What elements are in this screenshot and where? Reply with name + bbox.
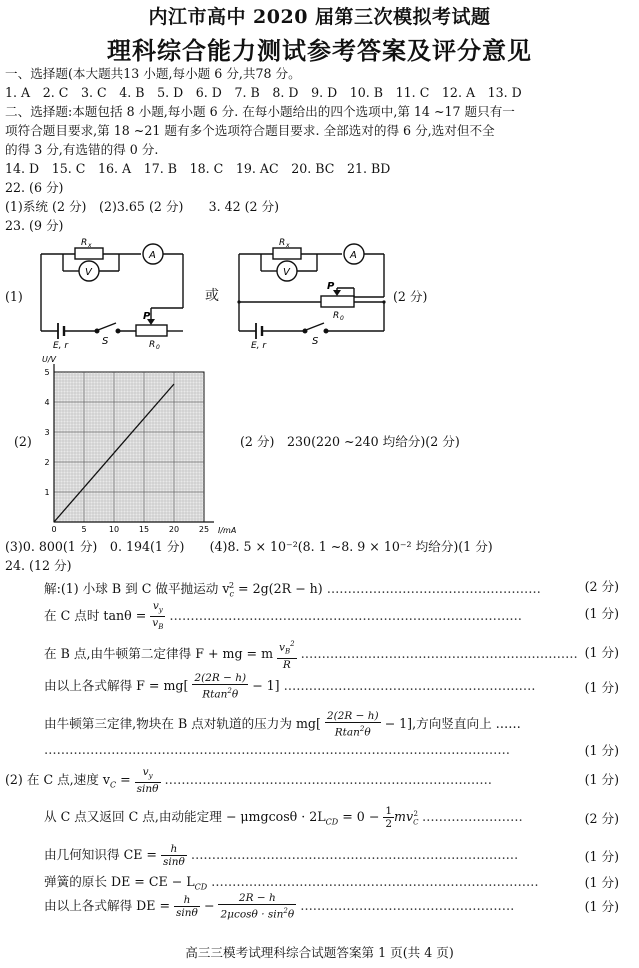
source-label: E, r: [53, 341, 69, 351]
voltmeter-symbol: V: [283, 267, 290, 278]
q24-step7-text: 从 C 点又返回 C 点,由动能定理 − μmgcosθ · 2L: [44, 809, 326, 825]
switch-label: S: [312, 336, 319, 347]
y-tick-label: 5: [44, 368, 50, 377]
q24-step5: 由牛顿第三定律,物块在 B 点对轨道的压力为 mg[ $\frac{2(2R - h)}{Rtan^2\theta}$ − 1],方向竖直向上 ……: [44, 710, 521, 739]
q24-step6-score: (1 分): [584, 772, 619, 787]
q24-step6-text: (2) 在 C 点,速度 v: [5, 772, 110, 788]
q24-step5-tail: − 1],方向竖直向上 ……: [384, 715, 521, 731]
part2-heading-line1: 二、选择题:本题包括 8 小题,每小题 6 分. 在每小题给出的四个选项中,第 14 ~17 题只有一: [5, 104, 515, 119]
source-label: E, r: [251, 341, 267, 351]
u-i-chart: [36, 352, 236, 538]
q24-step3-score: (1 分): [584, 645, 619, 660]
circuit-score: (2 分): [393, 289, 428, 304]
q24-step7-expr: = 0 −: [342, 809, 380, 825]
x-tick-label: 10: [108, 525, 120, 534]
q24-step9: 弹簧的原长 DE = CE − $L_{CD}$ ……………………………………………………………………: [44, 874, 539, 892]
q24-step4: 由以上各式解得 F = mg[ $\frac{2(2R - h)}{Rtan^2\theta}$ − 1] ……………………………………………………: [44, 672, 536, 701]
q24-step2-score: (1 分): [584, 606, 619, 621]
x-tick-label: 0: [51, 525, 57, 534]
q24-step7-score: (2 分): [584, 811, 619, 826]
q24-step9-score: (1 分): [584, 875, 619, 890]
page-subtitle: 理科综合能力测试参考答案及评分意见: [107, 36, 532, 65]
r0-sub: 0: [340, 315, 344, 322]
q24-step8: 由几何知识得 CE = $\frac{h}{\sin\theta}$ ……………………………………………………………………: [44, 843, 519, 868]
q24-step5-text: 由牛顿第三定律,物块在 B 点对轨道的压力为 mg[: [44, 715, 321, 731]
q24-step5-score: (1 分): [584, 743, 619, 758]
q24-step10-text: 由以上各式解得 DE =: [44, 897, 171, 913]
switch-label: S: [102, 336, 109, 347]
x-axis-label: I/mA: [218, 526, 236, 535]
x-tick-label: 25: [198, 525, 210, 534]
r0-sub: 0: [156, 344, 160, 351]
page-footer: 高三三模考试理科综合试题答案第 1 页(共 4 页): [185, 945, 454, 960]
or-text: 或: [205, 288, 219, 304]
rx-sub: x: [88, 242, 92, 249]
q24-step8-text: 由几何知识得 CE =: [44, 847, 157, 862]
q22-answer: (1)系统 (2 分) (2)3.65 (2 分) 3. 42 (2 分): [5, 199, 280, 214]
q23-part3: (3)0. 800(1 分) 0. 194(1 分) (4)8. 5 × 10⁻²(8. 1 ~8. 9 × 10⁻² 均给分)(1 分): [5, 539, 493, 554]
page-title: 内江市高中 2020 届第三次模拟考试题: [148, 6, 491, 28]
circuit-diagram-2: [234, 234, 389, 356]
part2-heading-line2: 项符合题目要求,第 18 ~21 题有多个选项符合题目要求. 全部选对的得 6 分,选对但不全: [5, 123, 495, 138]
q24-step7: 从 C 点又返回 C 点,由动能定理 − $\mu mgcos\theta \cdot 2L_{CD} = 0$ − $\frac{1}{2}$ $mv_C^2$ ……………………: [44, 805, 523, 831]
x-tick-label: 5: [81, 525, 87, 534]
slider-p-label: P: [327, 281, 335, 292]
y-tick-label: 3: [44, 428, 50, 437]
part1-heading: 一、选择题(本大题共13 小题,每小题 6 分,共78 分。: [5, 66, 301, 81]
q24-step1-expr: = 2g(2R − h): [238, 581, 323, 597]
circuit-diagram-1: [36, 234, 186, 356]
q24-step2: 在 C 点时 tanθ = $\frac{v_y}{v_B}$ …………………………………………………………………………: [44, 600, 522, 632]
q24-label: 24. (12 分): [5, 558, 72, 573]
q24-step3: 在 B 点,由牛顿第二定律得 F + mg = m $\frac{v_B^2}{R}$ …………………………………………………………: [44, 640, 578, 671]
part2-heading-line3: 的得 3 分,有选错的得 0 分.: [5, 142, 159, 157]
ammeter-symbol: A: [350, 250, 357, 261]
r0-label: R: [333, 311, 340, 321]
q23-part2-label: (2): [14, 434, 32, 449]
q24-step4-tail: − 1]: [252, 677, 280, 693]
q24-step1-score: (2 分): [584, 579, 619, 594]
q24-step1: 解:(1) 小球 B 到 C 做平抛运动 $v_c^2 = 2g(2R - h)$ ……………………………………………: [44, 581, 541, 599]
part2-answers: 14. D 15. C 16. A 17. B 18. C 19. AC 20. BC 21. BD: [5, 161, 391, 176]
q24-step3-text: 在 B 点,由牛顿第二定律得 F + mg = m: [44, 645, 274, 661]
rx-sub: x: [286, 242, 290, 249]
q24-step6: (2) 在 C 点,速度 $v_C$ = $\frac{v_y}{\sin\theta}$ ……………………………………………………………………: [5, 766, 492, 796]
y-tick-label: 1: [44, 488, 50, 497]
q24-step4-score: (1 分): [584, 680, 619, 695]
r0-label: R: [149, 340, 156, 350]
rx-label: R: [279, 238, 286, 248]
x-tick-label: 20: [168, 525, 180, 534]
q23-label: 23. (9 分): [5, 218, 64, 233]
ammeter-symbol: A: [149, 250, 156, 261]
q24-step1-text: 解:(1) 小球 B 到 C 做平抛运动 v: [44, 581, 230, 597]
q23-part1-label: (1): [5, 289, 23, 304]
q22-label: 22. (6 分): [5, 180, 64, 195]
q24-step2-text: 在 C 点时 tanθ =: [44, 608, 147, 624]
x-tick-label: 15: [138, 525, 150, 534]
y-tick-label: 4: [44, 398, 50, 407]
q24-step8-score: (1 分): [584, 849, 619, 864]
q24-step10-score: (1 分): [584, 899, 619, 914]
y-tick-label: 2: [44, 458, 50, 467]
q23-part2-text: (2 分) 230(220 ~240 均给分)(2 分): [240, 434, 460, 449]
q24-step5-dots: …………………………………………………………………………………………………: [44, 742, 510, 757]
q24-step9-text: 弹簧的原长 DE = CE − L: [44, 874, 195, 889]
part1-answers: 1. A 2. C 3. C 4. B 5. D 6. D 7. B 8. D 9. D 10. B 11. C 12. A 13. D: [5, 85, 522, 100]
q24-step4-text: 由以上各式解得 F = mg[: [44, 677, 189, 693]
y-axis-label: U/V: [42, 355, 57, 364]
slider-p-label: P: [143, 311, 151, 322]
rx-label: R: [81, 238, 88, 248]
q24-step10: 由以上各式解得 DE = $\frac{h}{\sin\theta}$ − $\frac{2R - h}{2\mu\cos\theta \cdot \sin^2\theta}$ ……………………………………………: [44, 892, 515, 921]
voltmeter-symbol: V: [85, 267, 92, 278]
